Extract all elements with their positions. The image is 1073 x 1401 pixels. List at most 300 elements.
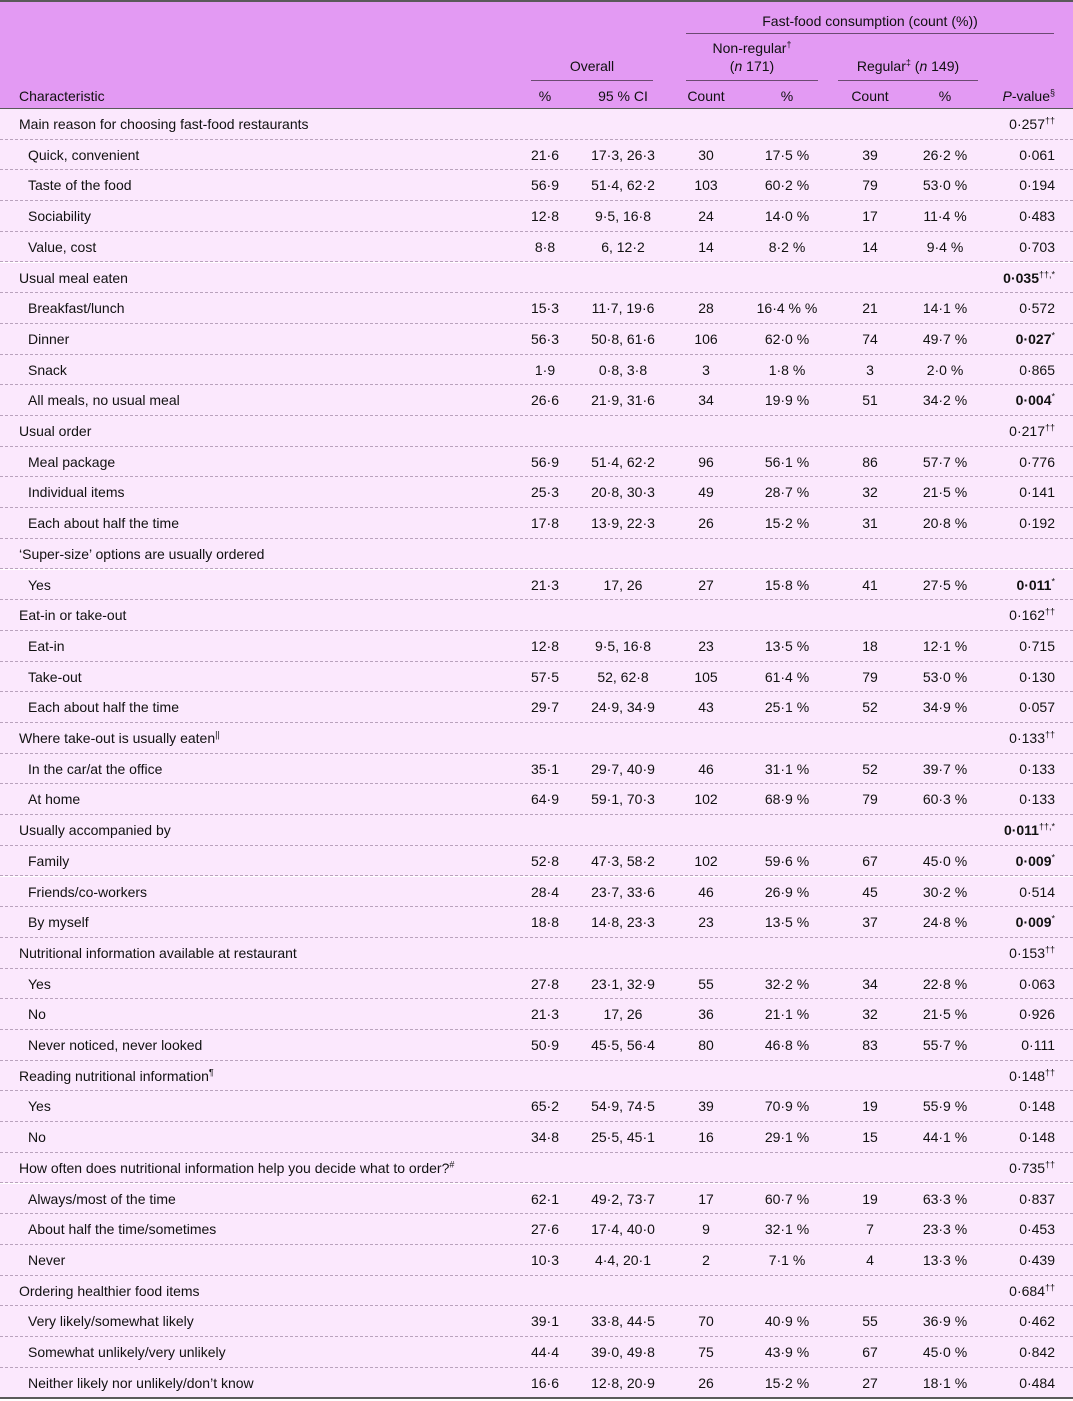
- cell-nonregular-pct: 61·4 %: [764, 668, 810, 685]
- section-label: ‘Super-size’ options are usually ordered: [19, 545, 265, 562]
- cell-p-value: 0·153††: [1009, 944, 1055, 961]
- cell-overall-pct: 56·9: [530, 177, 560, 194]
- table-row: [0, 1184, 1073, 1215]
- cell-nonregular-pct: 21·1 %: [764, 1006, 810, 1023]
- cell-regular-pct: 55·7 %: [922, 1037, 968, 1053]
- section-label: Ordering healthier food items: [19, 1282, 200, 1299]
- table-row: [0, 846, 1073, 877]
- cell-nonregular-pct: 8·2 %: [768, 238, 806, 255]
- cell-overall-ci: 0·8, 3·8: [598, 361, 648, 378]
- cell-nonregular-count: 9: [702, 1221, 710, 1238]
- section-label: Usually accompanied by: [19, 822, 171, 839]
- cell-regular-pct: 34·9 %: [922, 699, 968, 716]
- cell-regular-pct: 18·1 %: [922, 1374, 968, 1391]
- header-overall: Overall: [569, 58, 615, 74]
- cell-regular-count: 41: [862, 576, 878, 593]
- cell-nonregular-pct: 56·1 %: [764, 453, 810, 470]
- cell-regular-count: 15: [862, 1129, 878, 1146]
- cell-overall-pct: 1·9: [534, 361, 556, 378]
- cell-overall-ci: 49·2, 73·7: [591, 1190, 655, 1207]
- cell-nonregular-pct: 40·9 %: [764, 1313, 810, 1330]
- section-label: Usual order: [19, 423, 92, 439]
- cell-nonregular-pct: 26·9 %: [764, 883, 810, 900]
- section-row: [0, 815, 1073, 846]
- cell-overall-pct: 25·3: [530, 484, 560, 501]
- table-row: [0, 447, 1073, 478]
- table-row: [0, 1306, 1073, 1337]
- table-row: [0, 170, 1073, 201]
- cell-nonregular-count: 80: [698, 1037, 714, 1053]
- row-label: Each about half the time: [28, 699, 179, 716]
- table-row: [0, 1091, 1073, 1122]
- row-label: At home: [28, 791, 81, 808]
- cell-regular-pct: 13·3 %: [922, 1251, 968, 1268]
- table-row: [0, 999, 1073, 1030]
- cell-p-value: 0·004*: [1015, 391, 1055, 409]
- cell-regular-pct: 53·0 %: [922, 668, 968, 685]
- cell-nonregular-pct: 59·6 %: [764, 852, 810, 869]
- cell-overall-ci: 47·3, 58·2: [591, 852, 655, 869]
- cell-overall-pct: 29·7: [530, 699, 560, 716]
- cell-overall-ci: 23·1, 32·9: [591, 975, 655, 992]
- cell-regular-count: 83: [862, 1037, 878, 1053]
- cell-regular-count: 37: [862, 914, 878, 931]
- cell-regular-pct: 12·1 %: [922, 637, 968, 654]
- cell-regular-pct: 36·9 %: [922, 1313, 968, 1330]
- cell-overall-ci: 52, 62·8: [597, 668, 649, 685]
- cell-overall-ci: 39·0, 49·8: [591, 1344, 655, 1360]
- cell-regular-pct: 20·8 %: [922, 515, 968, 532]
- cell-nonregular-count: 102: [694, 852, 718, 869]
- cell-overall-ci: 23·7, 33·6: [591, 883, 655, 900]
- cell-overall-pct: 21·3: [530, 1006, 560, 1023]
- cell-p-value: 0·715: [1019, 637, 1055, 654]
- cell-overall-ci: 33·8, 44·5: [591, 1313, 655, 1330]
- section-row: [0, 600, 1073, 631]
- cell-regular-count: 52: [862, 699, 878, 716]
- cell-nonregular-pct: 15·2 %: [764, 1374, 810, 1391]
- row-label: Individual items: [28, 484, 125, 501]
- cell-regular-count: 45: [862, 883, 878, 900]
- table-row: [0, 784, 1073, 815]
- cell-nonregular-pct: 28·7 %: [764, 484, 810, 501]
- cell-nonregular-count: 26: [698, 515, 714, 532]
- cell-overall-ci: 6, 12·2: [601, 238, 645, 255]
- cell-nonregular-pct: 46·8 %: [764, 1037, 810, 1053]
- cell-nonregular-count: 46: [698, 760, 714, 777]
- cell-p-value: 0·865: [1019, 361, 1055, 378]
- cell-overall-pct: 8·8: [534, 238, 556, 255]
- header-count-nonregular: Count: [687, 88, 725, 104]
- cell-regular-pct: 24·8 %: [922, 914, 968, 931]
- table-row: [0, 1245, 1073, 1276]
- cell-regular-count: 55: [862, 1313, 878, 1330]
- row-label: Quick, convenient: [28, 146, 140, 163]
- section-row: [0, 938, 1073, 969]
- cell-nonregular-pct: 19·9 %: [764, 392, 810, 409]
- cell-p-value: 0·057: [1019, 699, 1055, 716]
- cell-nonregular-count: 46: [698, 883, 714, 900]
- cell-regular-pct: 44·1 %: [922, 1129, 968, 1146]
- cell-overall-ci: 9·5, 16·8: [594, 637, 652, 654]
- cell-overall-ci: 45·5, 56·4: [591, 1037, 655, 1053]
- cell-regular-pct: 30·2 %: [922, 883, 968, 900]
- cell-regular-count: 52: [862, 760, 878, 777]
- table-row: [0, 1030, 1073, 1061]
- cell-regular-count: 19: [862, 1190, 878, 1207]
- section-label: Reading nutritional information¶: [19, 1067, 214, 1084]
- cell-overall-pct: 65·2: [530, 1098, 560, 1115]
- cell-overall-ci: 13·9, 22·3: [591, 515, 655, 532]
- cell-nonregular-count: 34: [698, 392, 714, 409]
- cell-nonregular-count: 55: [698, 975, 714, 992]
- cell-nonregular-count: 102: [694, 791, 718, 808]
- cell-regular-count: 86: [862, 453, 878, 470]
- section-row: [0, 1153, 1073, 1184]
- table-row: [0, 631, 1073, 662]
- header-nonregular-underline: [686, 80, 818, 81]
- cell-overall-ci: 17, 26: [603, 576, 643, 593]
- cell-p-value: 0·462: [1019, 1313, 1055, 1330]
- cell-overall-pct: 44·4: [530, 1344, 560, 1360]
- cell-regular-count: 39: [862, 146, 878, 163]
- row-label: Very likely/somewhat likely: [28, 1313, 194, 1330]
- cell-overall-ci: 9·5, 16·8: [594, 208, 652, 225]
- header-p-value: P-value§: [1002, 87, 1055, 104]
- table-row: [0, 140, 1073, 171]
- cell-regular-count: 34: [862, 975, 878, 992]
- header-pct-nonregular: %: [780, 88, 794, 104]
- row-label: Take-out: [28, 668, 82, 685]
- cell-nonregular-count: 96: [698, 453, 714, 470]
- cell-regular-count: 18: [862, 637, 878, 654]
- cell-p-value: 0·009*: [1015, 913, 1055, 931]
- cell-regular-pct: 49·7 %: [922, 330, 968, 347]
- cell-p-value: 0·776: [1019, 453, 1055, 470]
- cell-regular-count: 67: [862, 852, 878, 869]
- row-label: Dinner: [28, 330, 70, 347]
- section-label: Where take-out is usually eaten||: [19, 729, 220, 746]
- cell-overall-pct: 62·1: [530, 1190, 560, 1207]
- cell-regular-count: 19: [862, 1098, 878, 1115]
- table-row: [0, 662, 1073, 693]
- cell-nonregular-count: 106: [694, 330, 718, 347]
- cell-overall-ci: 50·8, 61·6: [591, 330, 655, 347]
- cell-overall-pct: 21·3: [530, 576, 560, 593]
- cell-nonregular-pct: 60·2 %: [764, 177, 810, 194]
- cell-overall-pct: 56·3: [530, 330, 560, 347]
- row-label: No: [28, 1129, 46, 1146]
- cell-overall-ci: 4·4, 20·1: [594, 1251, 652, 1268]
- table-row: [0, 477, 1073, 508]
- row-label: Each about half the time: [28, 515, 179, 532]
- cell-regular-pct: 2·0 %: [926, 361, 964, 378]
- cell-regular-count: 14: [862, 238, 878, 255]
- cell-regular-pct: 45·0 %: [922, 852, 968, 869]
- cell-p-value: 0·133: [1019, 791, 1055, 808]
- cell-overall-ci: 24·9, 34·9: [591, 699, 655, 716]
- header-regular: Regular‡ (n 149): [856, 57, 960, 74]
- cell-p-value: 0·217††: [1009, 422, 1055, 439]
- cell-p-value: 0·111: [1021, 1037, 1055, 1053]
- table-row: [0, 324, 1073, 355]
- cell-overall-pct: 27·8: [530, 975, 560, 992]
- cell-p-value: 0·703: [1019, 238, 1055, 255]
- row-label: About half the time/sometimes: [28, 1221, 217, 1238]
- cell-regular-pct: 63·3 %: [922, 1190, 968, 1207]
- section-row: [0, 723, 1073, 754]
- cell-overall-ci: 25·5, 45·1: [591, 1129, 655, 1146]
- cell-nonregular-pct: 13·5 %: [764, 637, 810, 654]
- row-label: Family: [28, 852, 70, 869]
- cell-overall-ci: 29·7, 40·9: [591, 760, 655, 777]
- table-row: [0, 355, 1073, 386]
- cell-p-value: 0·162††: [1009, 606, 1055, 624]
- cell-nonregular-count: 103: [694, 177, 718, 194]
- cell-p-value: 0·133††: [1009, 729, 1055, 746]
- cell-nonregular-pct: 7·1 %: [768, 1251, 806, 1268]
- section-row: [0, 109, 1073, 140]
- cell-overall-ci: 51·4, 62·2: [591, 453, 655, 470]
- cell-nonregular-count: 24: [698, 208, 714, 225]
- cell-nonregular-pct: 25·1 %: [764, 699, 810, 716]
- cell-overall-ci: 11·7, 19·6: [591, 300, 655, 317]
- row-label: In the car/at the office: [28, 760, 163, 777]
- cell-overall-pct: 12·8: [530, 637, 560, 654]
- cell-nonregular-pct: 1·8 %: [768, 361, 806, 378]
- table-row: [0, 201, 1073, 232]
- cell-regular-pct: 45·0 %: [922, 1344, 968, 1360]
- cell-nonregular-count: 27: [698, 576, 714, 593]
- cell-p-value: 0·035††,*: [1003, 268, 1055, 286]
- cell-regular-count: 4: [866, 1251, 874, 1268]
- cell-nonregular-pct: 17·5 %: [764, 146, 810, 163]
- cell-overall-pct: 50·9: [530, 1037, 560, 1053]
- cell-regular-count: 31: [862, 515, 878, 532]
- cell-nonregular-count: 3: [702, 361, 710, 378]
- cell-regular-pct: 23·3 %: [922, 1221, 968, 1238]
- table-row: [0, 293, 1073, 324]
- header-group-label: Fast-food consumption (count (%)): [762, 13, 978, 29]
- cell-regular-pct: 57·7 %: [922, 453, 968, 470]
- cell-nonregular-count: 14: [698, 238, 714, 255]
- cell-overall-pct: 18·8: [530, 914, 560, 931]
- cell-overall-pct: 35·1: [530, 760, 560, 777]
- cell-overall-ci: 51·4, 62·2: [591, 177, 655, 194]
- row-label: Value, cost: [28, 238, 97, 255]
- cell-overall-pct: 17·8: [530, 515, 560, 532]
- cell-overall-pct: 16·6: [530, 1374, 560, 1391]
- cell-overall-pct: 34·8: [530, 1129, 560, 1146]
- cell-nonregular-count: 16: [698, 1129, 714, 1146]
- table-row: [0, 1122, 1073, 1153]
- cell-p-value: 0·483: [1019, 208, 1055, 225]
- section-row: [0, 263, 1073, 294]
- cell-p-value: 0·148††: [1009, 1067, 1055, 1084]
- cell-regular-count: 79: [862, 177, 878, 194]
- cell-nonregular-count: 17: [698, 1190, 714, 1207]
- cell-p-value: 0·257††: [1009, 115, 1055, 132]
- cell-p-value: 0·009*: [1015, 852, 1055, 869]
- cell-overall-pct: 52·8: [530, 852, 560, 869]
- cell-p-value: 0·148: [1019, 1129, 1055, 1146]
- cell-overall-pct: 27·6: [530, 1221, 560, 1238]
- cell-overall-pct: 64·9: [530, 791, 560, 808]
- row-label: Never noticed, never looked: [28, 1037, 203, 1053]
- cell-nonregular-count: 28: [698, 300, 714, 317]
- cell-overall-ci: 12·8, 20·9: [591, 1374, 655, 1391]
- cell-p-value: 0·194: [1019, 177, 1055, 194]
- row-label: Yes: [28, 975, 51, 992]
- cell-regular-count: 32: [862, 1006, 878, 1023]
- table-row: [0, 754, 1073, 785]
- header-characteristic: Characteristic: [19, 88, 105, 104]
- cell-regular-count: 27: [862, 1374, 878, 1391]
- bottom-rule: [0, 1397, 1073, 1399]
- section-row: [0, 1276, 1073, 1307]
- row-label: By myself: [28, 914, 89, 931]
- cell-regular-pct: 26·2 %: [922, 146, 968, 163]
- cell-overall-ci: 14·8, 23·3: [591, 914, 655, 931]
- cell-nonregular-pct: 43·9 %: [764, 1344, 810, 1360]
- cell-nonregular-pct: 13·5 %: [764, 914, 810, 931]
- cell-overall-pct: 28·4: [530, 883, 560, 900]
- cell-overall-ci: 17, 26: [603, 1006, 643, 1023]
- cell-p-value: 0·061: [1019, 146, 1055, 163]
- table-row: [0, 1337, 1073, 1368]
- table-row: [0, 385, 1073, 416]
- row-label: Yes: [28, 576, 51, 593]
- cell-p-value: 0·133: [1019, 760, 1055, 777]
- cell-overall-pct: 10·3: [530, 1251, 560, 1268]
- cell-nonregular-count: 105: [694, 668, 718, 685]
- cell-regular-pct: 60·3 %: [922, 791, 968, 808]
- table-row: [0, 570, 1073, 601]
- table-row: [0, 969, 1073, 1000]
- cell-nonregular-count: 23: [698, 637, 714, 654]
- cell-regular-count: 17: [862, 208, 878, 225]
- cell-p-value: 0·735††: [1009, 1159, 1055, 1176]
- table-header: [0, 2, 1073, 108]
- cell-regular-count: 79: [862, 668, 878, 685]
- cell-overall-pct: 12·8: [530, 208, 560, 225]
- cell-regular-pct: 14·1 %: [922, 300, 968, 317]
- cell-p-value: 0·141: [1019, 484, 1055, 501]
- table-row: [0, 232, 1073, 263]
- cell-p-value: 0·192: [1019, 515, 1055, 532]
- cell-nonregular-count: 49: [698, 484, 714, 501]
- table-row: [0, 692, 1073, 723]
- cell-overall-pct: 21·6: [530, 146, 560, 163]
- cell-p-value: 0·011*: [1016, 575, 1055, 593]
- header-group-underline: [686, 33, 1054, 34]
- section-row: [0, 1061, 1073, 1092]
- row-label: All meals, no usual meal: [28, 392, 180, 409]
- cell-regular-pct: 55·9 %: [922, 1098, 968, 1115]
- cell-overall-pct: 26·6: [530, 392, 560, 409]
- cell-nonregular-pct: 29·1 %: [764, 1129, 810, 1146]
- cell-regular-count: 74: [862, 330, 878, 347]
- row-label: Sociability: [28, 208, 92, 225]
- cell-regular-count: 3: [866, 361, 874, 378]
- cell-regular-pct: 39·7 %: [922, 760, 968, 777]
- cell-regular-pct: 34·2 %: [922, 392, 968, 409]
- cell-nonregular-pct: 31·1 %: [764, 760, 810, 777]
- cell-overall-ci: 17·4, 40·0: [591, 1221, 655, 1238]
- cell-nonregular-pct: 70·9 %: [764, 1098, 810, 1115]
- table-row: [0, 1368, 1073, 1399]
- section-label: How often does nutritional information help you decide what to order?#: [19, 1159, 455, 1176]
- cell-regular-count: 32: [862, 484, 878, 501]
- cell-p-value: 0·926: [1019, 1006, 1055, 1023]
- cell-p-value: 0·439: [1019, 1251, 1055, 1268]
- cell-nonregular-pct: 32·1 %: [764, 1221, 810, 1238]
- cell-nonregular-pct: 15·8 %: [764, 576, 810, 593]
- cell-nonregular-pct: 68·9 %: [764, 791, 810, 808]
- cell-regular-pct: 27·5 %: [922, 576, 968, 593]
- cell-regular-count: 79: [862, 791, 878, 808]
- cell-nonregular-pct: 15·2 %: [764, 515, 810, 532]
- cell-regular-pct: 9·4 %: [926, 238, 964, 255]
- cell-regular-count: 7: [866, 1221, 874, 1238]
- cell-p-value: 0·514: [1019, 883, 1055, 900]
- header-nonregular-n: (n 171): [729, 58, 775, 74]
- table-row: [0, 1214, 1073, 1245]
- cell-nonregular-count: 26: [698, 1374, 714, 1391]
- cell-p-value: 0·842: [1019, 1344, 1055, 1360]
- cell-p-value: 0·130: [1019, 668, 1055, 685]
- cell-nonregular-count: 36: [698, 1006, 714, 1023]
- cell-p-value: 0·063: [1019, 975, 1055, 992]
- cell-regular-count: 51: [862, 392, 878, 409]
- header-count-regular: Count: [851, 88, 889, 104]
- cell-overall-pct: 15·3: [530, 300, 560, 317]
- row-label: Somewhat unlikely/very unlikely: [28, 1344, 226, 1360]
- cell-regular-pct: 21·5 %: [922, 1006, 968, 1023]
- table-row: [0, 508, 1073, 539]
- cell-regular-count: 67: [862, 1344, 878, 1360]
- cell-p-value: 0·684††: [1009, 1281, 1055, 1299]
- section-label: Eat-in or take-out: [19, 607, 127, 624]
- cell-p-value: 0·011††,*: [1003, 821, 1055, 839]
- cell-p-value: 0·148: [1019, 1098, 1055, 1115]
- cell-p-value: 0·837: [1019, 1190, 1055, 1207]
- cell-overall-pct: 56·9: [530, 453, 560, 470]
- cell-p-value: 0·453: [1019, 1221, 1055, 1238]
- table-row: [0, 877, 1073, 908]
- section-label: Usual meal eaten: [19, 269, 128, 286]
- header-pct: %: [538, 88, 552, 104]
- row-label: Snack: [28, 361, 67, 378]
- cell-p-value: 0·484: [1019, 1374, 1055, 1391]
- cell-overall-ci: 21·9, 31·6: [591, 392, 655, 409]
- cell-regular-pct: 11·4 %: [923, 208, 967, 225]
- cell-regular-count: 21: [862, 300, 878, 317]
- cell-overall-ci: 54·9, 74·5: [591, 1098, 655, 1115]
- cell-regular-pct: 22·8 %: [922, 975, 968, 992]
- row-label: No: [28, 1006, 46, 1023]
- header-ci: 95 % CI: [598, 88, 648, 104]
- cell-overall-ci: 59·1, 70·3: [591, 791, 655, 808]
- cell-overall-pct: 57·5: [530, 668, 560, 685]
- section-label: Nutritional information available at restaurant: [19, 944, 297, 961]
- row-label: Taste of the food: [28, 177, 132, 194]
- cell-nonregular-count: 43: [698, 699, 714, 716]
- cell-overall-pct: 39·1: [530, 1313, 560, 1330]
- cell-overall-ci: 17·3, 26·3: [591, 146, 655, 163]
- cell-p-value: 0·572: [1019, 300, 1055, 317]
- section-row: [0, 539, 1073, 570]
